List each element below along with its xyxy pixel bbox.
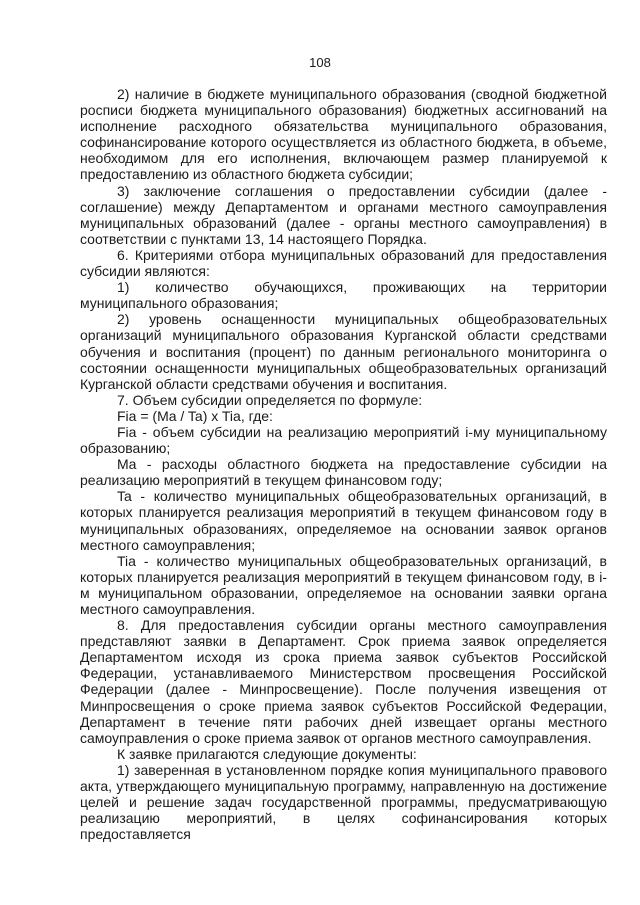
paragraph-documents-intro: К заявке прилагаются следующие документы: <box>117 745 417 762</box>
paragraph-formula: Fia = (Ma / Ta) x Tia, где: <box>117 407 273 424</box>
page-number: 108 <box>309 55 331 70</box>
paragraph-definition-tia: Tia - количество муниципальных общеобразовательных организаций, в которых планируется реализация мероприятий в текущем финансовом году, в i-м муниципальном образовании, определяемое на основании заявки органа местного самоуправления. <box>80 552 607 617</box>
paragraph-section-6: 6. Критериями отбора муниципальных образований для предоставления субсидии являются: <box>80 246 607 280</box>
paragraph-condition-3: 3) заключение соглашения о предоставлении субсидии (далее - соглашение) между Департаментом и органами местного самоуправления муниципальных образований (далее - органы местного самоуправления) в соответствии с пунктами 13, 14 настоящего Порядка. <box>80 182 607 247</box>
paragraph-document-1: 1) заверенная в установленном порядке копия муниципального правового акта, утверждающего муниципальную программу, направленную на достижение целей и решение задач государственной программы, предусматривающую реализацию мероприятий, в целях софинансирования которых предоставляется <box>80 761 607 843</box>
paragraph-criterion-1: 1) количество обучающихся, проживающих на территории муниципального образования; <box>80 279 607 312</box>
paragraph-section-8: 8. Для предоставления субсидии органы местного самоуправления представляют заявки в Департамент. Срок приема заявок определяется Департаментом исходя из срока приема заявок субъектов Российской Федерации, устанавливаемого Министерством просвещения Российской Федерации (далее - Минпросвещение). После получения извещения от Минпросвещения о сроке приема заявок субъектов Российской Федерации, Департамент в течение пяти рабочих дней извещает органы местного самоуправления о сроке приема заявок от органов местного самоуправления. <box>80 617 607 746</box>
paragraph-definition-ta: Ta - количество муниципальных общеобразовательных организаций, в которых планируется реализация мероприятий в текущем финансовом году в муниципальных образованиях, определяемое на основании заявок органов местного самоуправления; <box>80 488 607 553</box>
paragraph-definition-fia: Fia - объем субсидии на реализацию мероприятий i-му муниципальному образованию; <box>80 423 607 457</box>
paragraph-criterion-2: 2) уровень оснащенности муниципальных общеобразовательных организаций муниципального образования Курганской области средствами обучения и воспитания (процент) по данным регионального мониторинга о состоянии оснащенности муниципальных общеобразовательных организаций Курганской области средствами обучения и воспитания. <box>80 311 607 392</box>
paragraph-definition-ma: Ma - расходы областного бюджета на предоставление субсидии на реализацию мероприятий в текущем финансовом году; <box>80 456 607 489</box>
paragraph-condition-2: 2) наличие в бюджете муниципального образования (сводной бюджетной росписи бюджета муниципального образования) бюджетных ассигнований на исполнение расходного обязательства муниципального образования, софинансирование которого осуществляется из областного бюджета, в объеме, необходимом для его исполнения, включающем размер планируемой к предоставлению из областного бюджета субсидии; <box>80 86 607 183</box>
paragraph-section-7: 7. Объем субсидии определяется по формуле: <box>117 391 423 408</box>
document-body <box>80 86 607 842</box>
